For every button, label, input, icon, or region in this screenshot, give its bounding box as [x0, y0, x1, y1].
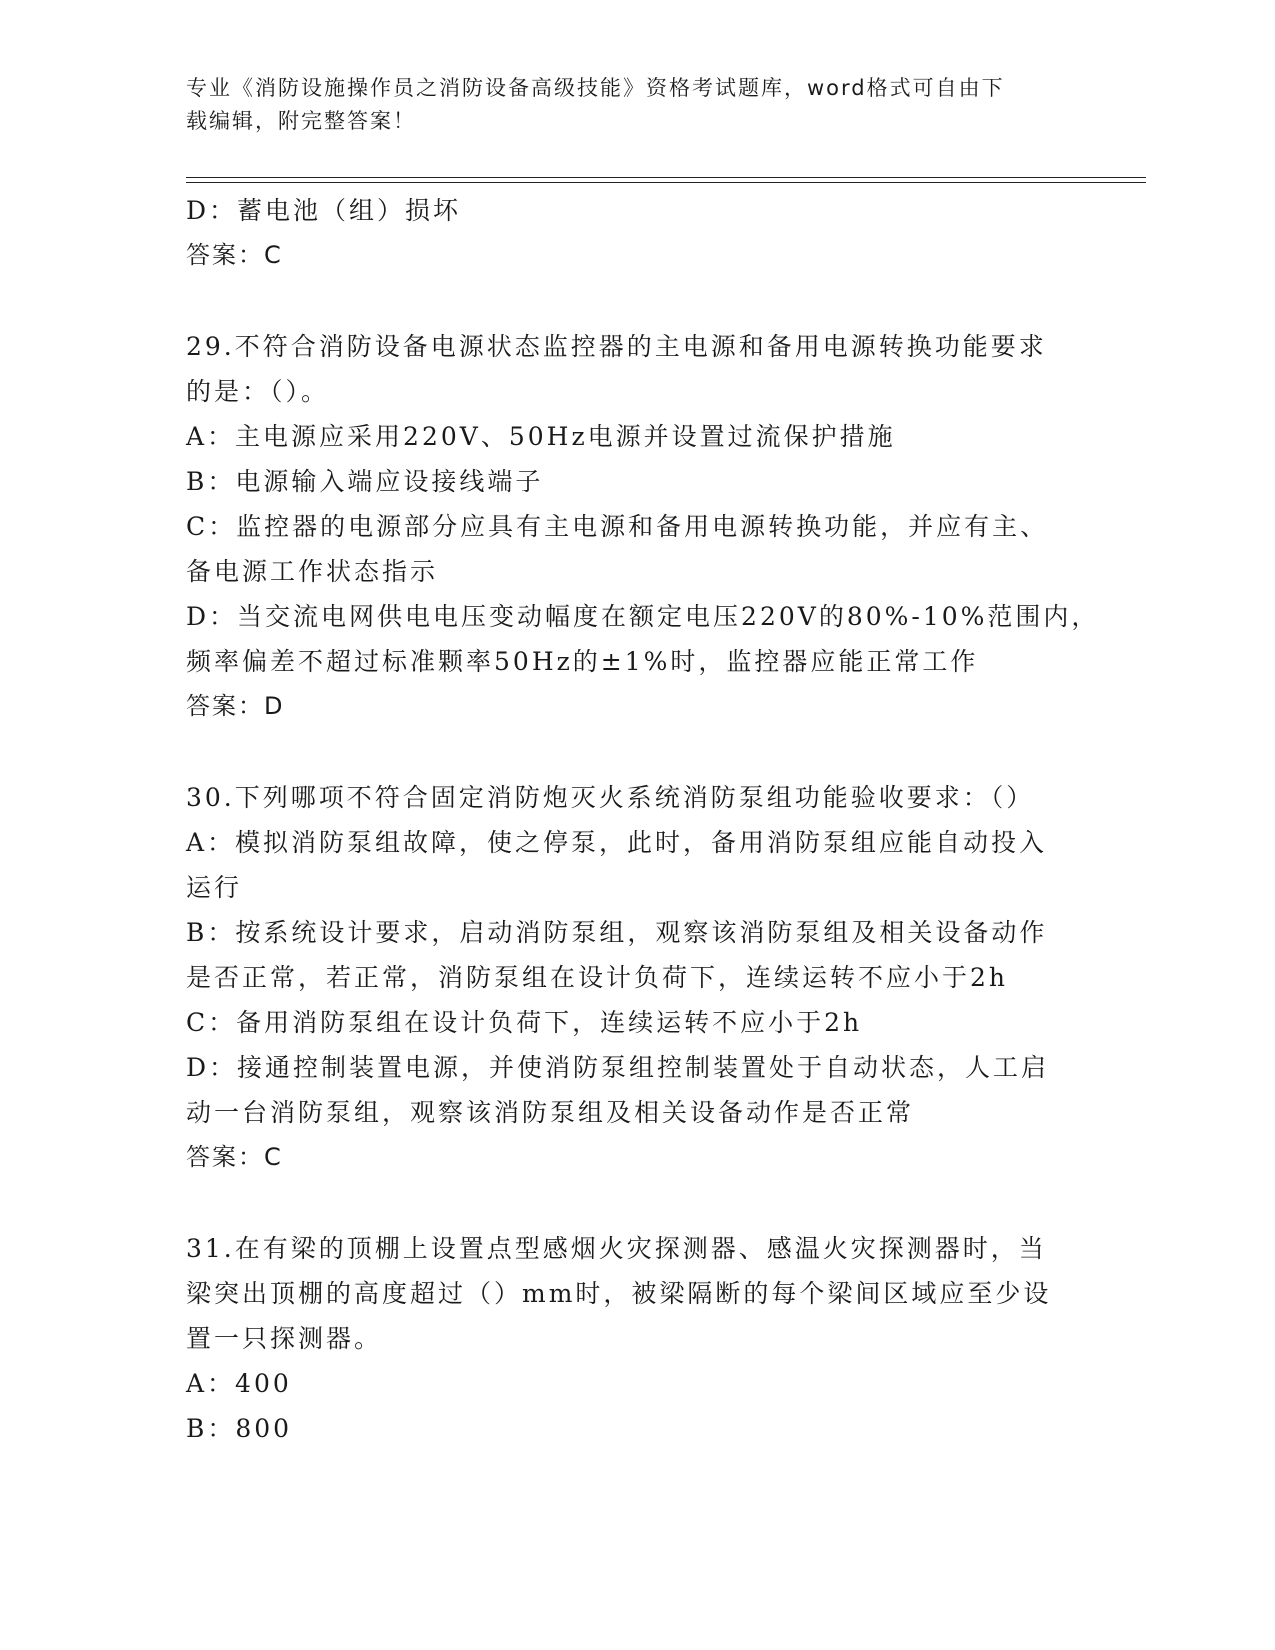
option-a-continued: 运行 — [186, 873, 243, 902]
question-30 — [186, 775, 1086, 1180]
option-c: C：备用消防泵组在设计负荷下，连续运转不应小于2h — [186, 1008, 863, 1037]
option-d-continued: 动一台消防泵组，观察该消防泵组及相关设备动作是否正常 — [186, 1098, 915, 1127]
header-divider-bottom — [186, 182, 1146, 183]
answer-line: 答案：D — [186, 692, 285, 720]
option-b: B：电源输入端应设接线端子 — [186, 467, 544, 496]
option-c-continued: 备电源工作状态指示 — [186, 557, 439, 586]
question-stem: 31.在有梁的顶棚上设置点型感烟火灾探测器、感温火灾探测器时，当 — [186, 1234, 1047, 1263]
option-b: B：800 — [186, 1414, 293, 1443]
option-b: B：按系统设计要求，启动消防泵组，观察该消防泵组及相关设备动作 — [186, 918, 1048, 947]
header-line-2: 载编辑，附完整答案！ — [186, 109, 416, 133]
answer-line: 答案：C — [186, 1143, 283, 1171]
question-stem: 29.不符合消防设备电源状态监控器的主电源和备用电源转换功能要求 — [186, 332, 1047, 361]
question-stem: 置一只探测器。 — [186, 1324, 383, 1353]
question-29 — [186, 324, 1100, 729]
header-line-1: 专业《消防设施操作员之消防设备高级技能》资格考试题库，word格式可自由下 — [186, 76, 1005, 100]
option-a: A：模拟消防泵组故障，使之停泵，此时，备用消防泵组应能自动投入 — [186, 828, 1048, 857]
question-28-tail — [186, 188, 1086, 278]
spacer — [186, 1180, 1086, 1226]
option-d: D：接通控制装置电源，并使消防泵组控制装置处于自动状态，人工启 — [186, 1053, 1050, 1082]
page-header — [186, 72, 1066, 138]
option-a: A：主电源应采用220V、50Hz电源并设置过流保护措施 — [186, 422, 896, 451]
question-stem: 梁突出顶棚的高度超过（）mm时，被梁隔断的每个梁间区域应至少设 — [186, 1279, 1052, 1308]
option-c: C：监控器的电源部分应具有主电源和备用电源转换功能，并应有主、 — [186, 512, 1049, 541]
spacer — [186, 278, 1086, 324]
question-31 — [186, 1226, 1086, 1451]
question-content — [186, 188, 1100, 1451]
spacer — [186, 729, 1086, 775]
question-stem: 30.下列哪项不符合固定消防炮灭火系统消防泵组功能验收要求：（） — [186, 783, 1035, 812]
question-stem: 的是：（）。 — [186, 377, 330, 406]
answer-line: 答案：C — [186, 241, 283, 269]
option-d: D：当交流电网供电电压变动幅度在额定电压220V的80%-10%范围内， — [186, 602, 1100, 631]
option-d: D：蓄电池（组）损坏 — [186, 196, 462, 225]
option-b-continued: 是否正常，若正常，消防泵组在设计负荷下，连续运转不应小于2h — [186, 963, 1009, 992]
option-d-continued: 频率偏差不超过标准颗率50Hz的±1%时，监控器应能正常工作 — [186, 647, 979, 676]
option-a: A：400 — [186, 1369, 292, 1398]
header-divider-top — [186, 177, 1146, 178]
